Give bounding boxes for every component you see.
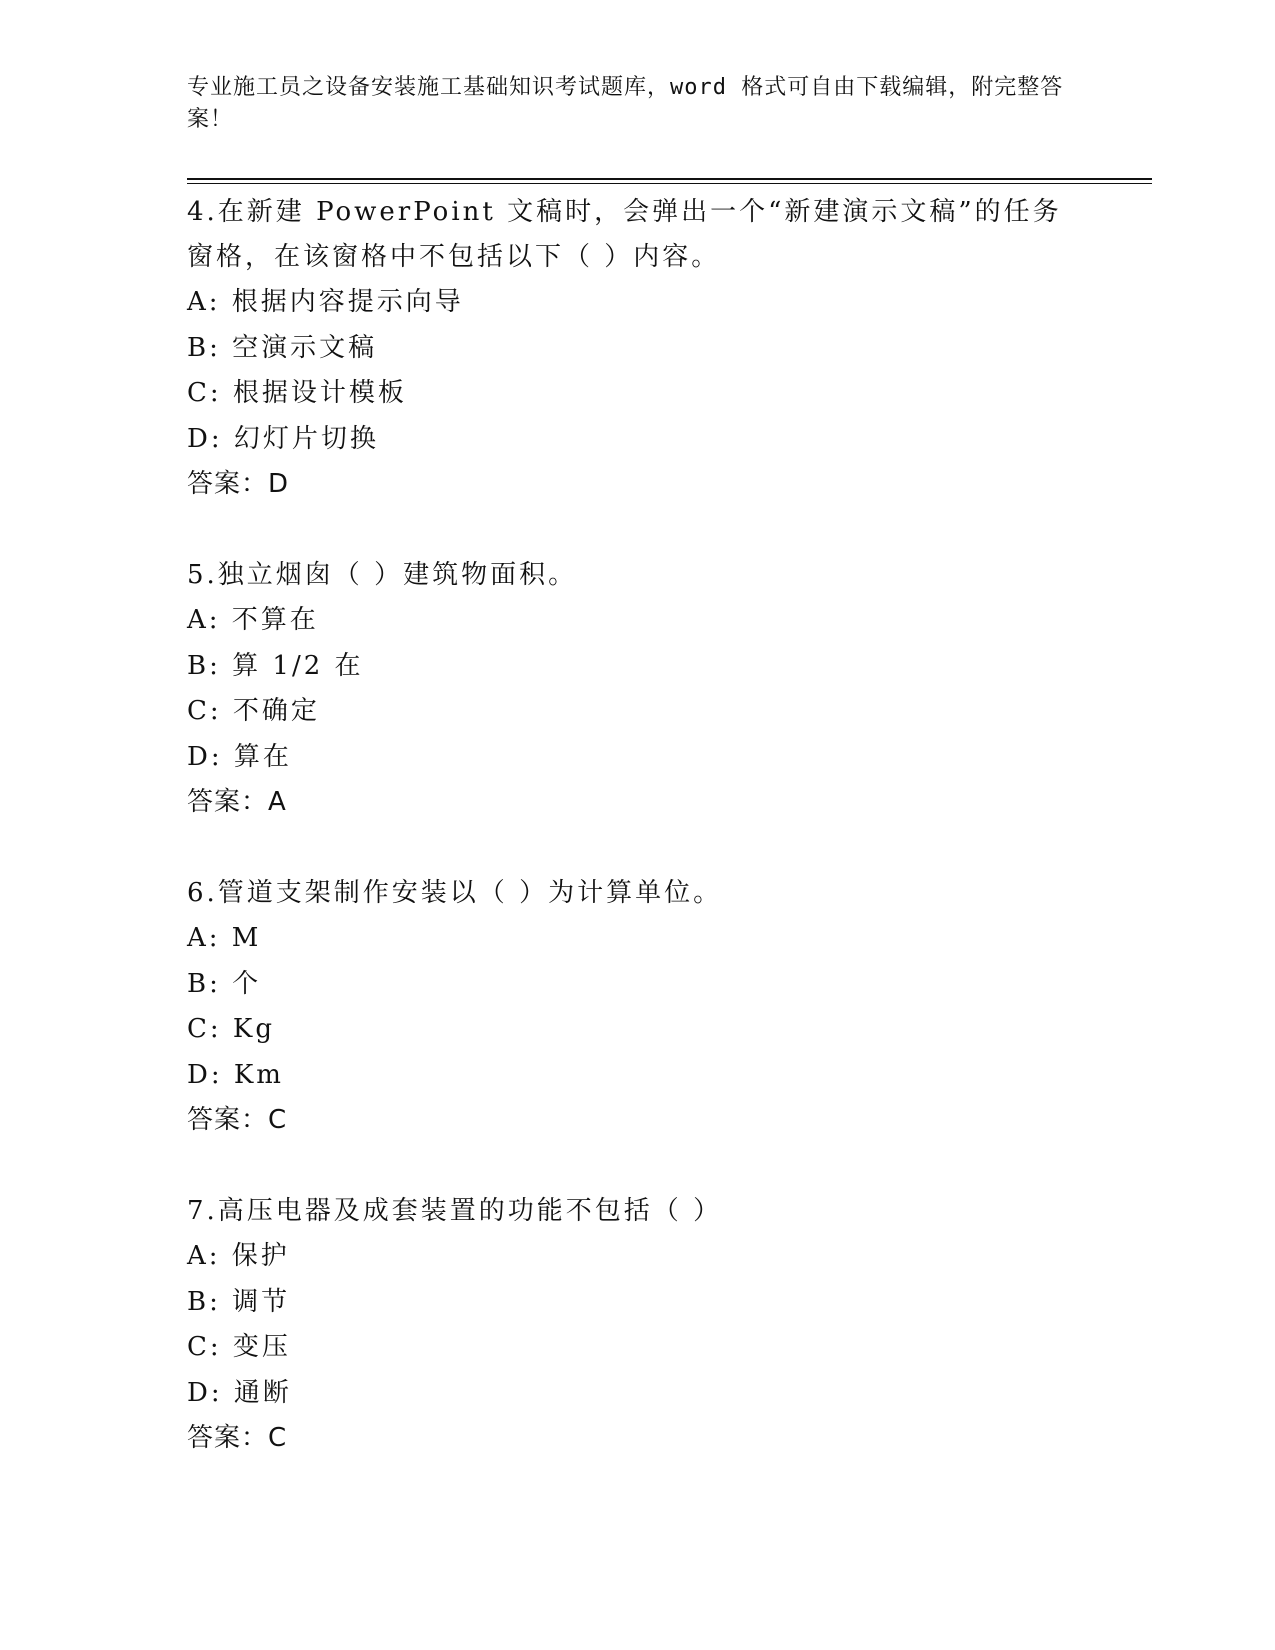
option-d: D: 幻灯片切换 <box>187 423 379 454</box>
question-stem: 7.高压电器及成套装置的功能不包括（ ） <box>187 1196 723 1226</box>
question-list <box>187 190 1087 1461</box>
question-4 <box>187 190 1087 507</box>
question-7 <box>187 1189 1087 1461</box>
spacer <box>187 1143 1087 1189</box>
option-b: B: 调节 <box>187 1286 291 1317</box>
question-stem: 4.在新建 PowerPoint 文稿时，会弹出一个“新建演示文稿”的任务窗格，在该窗格中不包括以下（ ）内容。 <box>187 197 1062 272</box>
question-5 <box>187 553 1087 825</box>
option-d: D: 通断 <box>187 1377 292 1408</box>
option-d: D: 算在 <box>187 741 292 772</box>
answer-line: 答案：D <box>187 469 290 499</box>
spacer <box>187 507 1087 553</box>
spacer <box>187 825 1087 871</box>
answer-line: 答案：C <box>187 1105 288 1135</box>
option-b: B: 个 <box>187 968 262 999</box>
option-a: A: 保护 <box>187 1241 290 1271</box>
option-d: D: Km <box>187 1059 284 1090</box>
document-header: 专业施工员之设备安装施工基础知识考试题库，word 格式可自由下载编辑，附完整答案！ <box>187 75 1064 132</box>
option-a: A: M <box>187 923 262 953</box>
option-c: C: 根据设计模板 <box>187 378 407 408</box>
option-c: C: Kg <box>187 1014 275 1044</box>
option-c: C: 不确定 <box>187 696 320 726</box>
question-6 <box>187 871 1087 1143</box>
option-b: B: 算 1/2 在 <box>187 650 364 681</box>
header-rule-thin <box>187 183 1152 184</box>
answer-line: 答案：C <box>187 1423 288 1453</box>
option-a: A: 不算在 <box>187 605 319 635</box>
option-a: A: 根据内容提示向导 <box>187 287 464 317</box>
header-rule-thick <box>187 178 1152 180</box>
option-b: B: 空演示文稿 <box>187 332 378 363</box>
answer-line: 答案：A <box>187 787 287 817</box>
question-stem: 6.管道支架制作安装以（ ）为计算单位。 <box>187 878 723 908</box>
option-c: C: 变压 <box>187 1332 291 1362</box>
question-stem: 5.独立烟囱（ ）建筑物面积。 <box>187 560 578 590</box>
